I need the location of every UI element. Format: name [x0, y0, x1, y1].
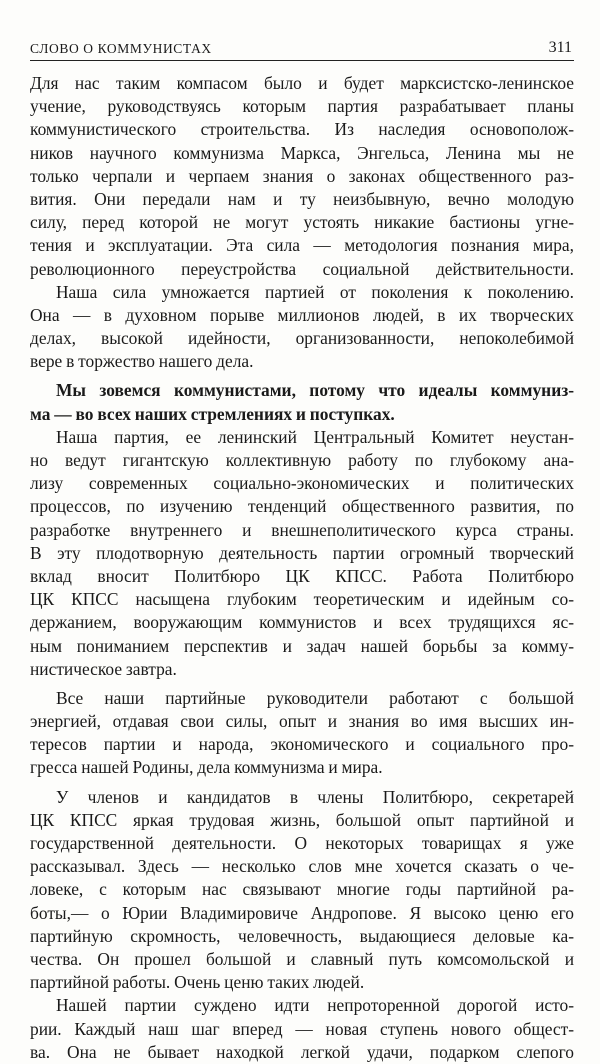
- body-text: [30, 72, 574, 1064]
- text-line: вклад вносит Политбюро ЦК КПСС. Работа Политбюро: [30, 565, 574, 586]
- page-number: 311: [548, 39, 572, 56]
- text-line: делах, высокой идейности, организованности, непоколебимой: [30, 328, 574, 349]
- text-line: партийную скромность, человечность, выдающиеся деловые ка-: [30, 925, 574, 946]
- text-line: коммунистического строительства. Из наследия основополож-: [30, 119, 574, 140]
- running-title: СЛОВО О КОММУНИСТАХ: [30, 41, 212, 56]
- text-line: Мы зовемся коммунистами, потому что идеалы коммуниз-: [56, 380, 574, 401]
- text-line: Она — в духовном порыве миллионов людей, в их творческих: [30, 304, 574, 325]
- text-line: Все наши партийные руководители работают с большой: [56, 687, 574, 708]
- text-line: силу, перед которой не могут устоять никакие бастионы угне-: [30, 212, 574, 233]
- text-line: Нашей партии суждено идти непроторенной дорогой исто-: [56, 995, 574, 1016]
- text-line: ловеке, с которым нас связывают многие годы партийной ра-: [30, 879, 574, 900]
- text-line: чества. Он прошел большой и славный путь комсомольской и: [30, 948, 574, 969]
- text-line: тересов партии и народа, экономического и социального про-: [30, 734, 574, 755]
- text-line: процессов, по изучению тенденций общественного развития, по: [30, 496, 574, 517]
- text-line: лизу современных социально-экономических и политических: [30, 473, 574, 494]
- text-line: вития. Они передали нам и ту неизбывную, вечно молодую: [30, 188, 574, 209]
- text-line: но ведут гигантскую коллективную работу по глубокому ана-: [30, 450, 574, 470]
- text-line: ЦК КПСС яркая трудовая жизнь, большой опыт партийной и: [30, 809, 574, 830]
- paragraph: [30, 426, 574, 681]
- text-line: нистическое завтра.: [30, 658, 177, 679]
- text-line: ма — во всех наших стремлениях и поступках.: [30, 403, 395, 424]
- bold-paragraph: [30, 379, 574, 425]
- paragraph: [30, 72, 574, 281]
- paragraph: [30, 687, 574, 780]
- text-line: ников научного коммунизма Маркса, Энгельса, Ленина мы не: [30, 142, 574, 163]
- paragraph: [30, 786, 574, 995]
- text-line: энергией, отдавая свои силы, опыт и знания во имя высших ин-: [30, 711, 574, 732]
- paragraph: [30, 281, 574, 374]
- text-line: В эту плодотворную деятельность партии огромный творческий: [30, 542, 574, 563]
- text-line: разработке внутреннего и внешнеполитического курса страны.: [30, 519, 574, 540]
- text-line: партийной работы. Очень ценю таких людей.: [30, 972, 365, 993]
- text-line: держанием, вооружающим коммунистов и всех трудящихся яс-: [30, 612, 574, 633]
- text-line: учение, руководствуясь которым партия разрабатывает планы: [30, 96, 574, 117]
- text-line: ЦК КПСС насыщена глубоким теоретическим и идейным со-: [30, 589, 574, 610]
- text-line: гресса нашей Родины, дела коммунизма и мира.: [30, 757, 383, 778]
- text-line: Для нас таким компасом было и будет марксистско-ленинское: [30, 73, 574, 93]
- text-line: ва. Она не бывает находкой легкой удачи, подарком слепого: [30, 1041, 574, 1062]
- text-line: ным пониманием перспектив и задач нашей борьбы за комму-: [30, 635, 574, 656]
- text-line: У членов и кандидатов в члены Политбюро, секретарей: [56, 786, 574, 807]
- text-line: тения и эксплуатации. Эта сила — методология познания мира,: [30, 235, 574, 256]
- text-line: рассказывал. Здесь — несколько слов мне хочется сказать о че-: [30, 856, 574, 877]
- text-line: рии. Каждый наш шаг вперед — новая ступень нового общест-: [30, 1018, 574, 1039]
- text-line: Наша сила умножается партией от поколения к поколению.: [56, 281, 574, 302]
- text-line: только черпали и черпаем знания о законах общественного раз-: [30, 165, 574, 186]
- text-line: государственной деятельности. О некоторых товарищах я уже: [30, 833, 574, 853]
- page-header: [30, 40, 574, 61]
- text-line: революционного переустройства социальной действительности.: [30, 258, 574, 279]
- text-line: Наша партия, ее ленинский Центральный Комитет неустан-: [56, 426, 574, 447]
- paragraph: [30, 994, 574, 1064]
- text-line: вере в торжество нашего дела.: [30, 351, 254, 372]
- text-line: боты,— о Юрии Владимировиче Андропове. Я высоко ценю его: [30, 902, 574, 923]
